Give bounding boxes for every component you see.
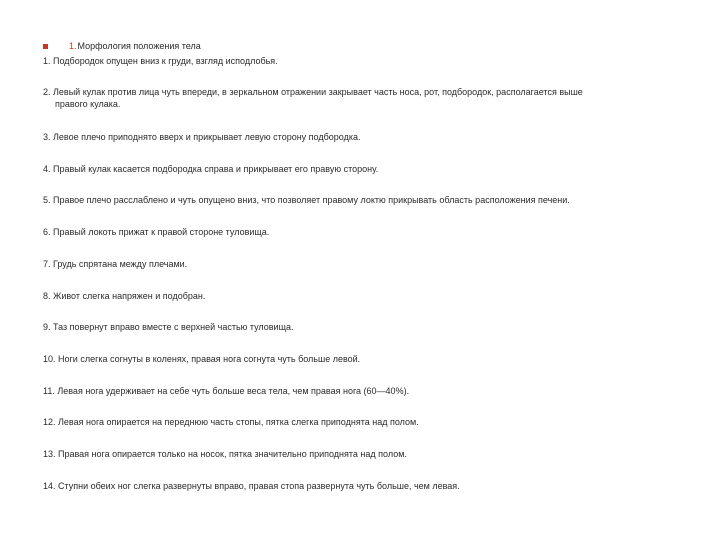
list-item	[43, 290, 205, 302]
list-item-text: 2. Левый кулак против лица чуть впереди, в зеркальном отражении закрывает часть носа, рот, подбородок, располагается выше	[43, 87, 583, 97]
square-bullet-icon	[43, 44, 48, 49]
list-item-text: 8. Живот слегка напряжен и подобран.	[43, 291, 206, 301]
list-item	[43, 480, 460, 492]
list-item	[43, 226, 269, 238]
list-item	[43, 353, 360, 365]
list-item-text: 1. Подбородок опущен вниз к груди, взгляд исподлобья.	[43, 56, 278, 66]
list-item	[43, 448, 407, 460]
list-item	[43, 86, 583, 110]
list-item-text: 6. Правый локоть прижат к правой стороне туловища.	[43, 227, 270, 237]
list-item	[43, 258, 187, 270]
list-item	[43, 194, 570, 206]
heading-title: Морфология положения тела	[77, 41, 201, 51]
list-item-text: 3. Левое плечо приподнято вверх и прикрывает левую сторону подбородка.	[43, 132, 361, 142]
list-item	[43, 55, 278, 67]
list-item	[43, 321, 294, 333]
list-item-text: 11. Левая нога удерживает на себе чуть больше веса тела, чем правая нога (60—40%).	[43, 386, 410, 396]
list-item-text: 9. Таз повернут вправо вместе с верхней частью туловища.	[43, 322, 294, 332]
list-item-text: 5. Правое плечо расслаблено и чуть опущено вниз, что позволяет правому локтю прикрывать область расположения печени.	[43, 195, 570, 205]
heading-number: 1.	[69, 41, 77, 51]
list-item-text: 4. Правый кулак касается подбородка справа и прикрывает его правую сторону.	[43, 164, 379, 174]
list-item-text: 7. Грудь спрятана между плечами.	[43, 259, 188, 269]
list-item-text: 14. Ступни обеих ног слегка развернуты вправо, правая стопа развернута чуть больше, чем левая.	[43, 481, 460, 491]
list-item	[43, 416, 419, 428]
list-item-text: 12. Левая нога опирается на переднюю часть стопы, пятка слегка приподнята над полом.	[43, 417, 419, 427]
list-item	[43, 131, 360, 143]
list-item	[43, 163, 378, 175]
section-heading	[43, 40, 201, 52]
list-item-text-continuation: правого кулака.	[55, 99, 121, 109]
list-item	[43, 385, 409, 397]
list-item-text: 10. Ноги слегка согнуты в коленях, правая нога согнута чуть больше левой.	[43, 354, 361, 364]
list-item-text: 13. Правая нога опирается только на носок, пятка значительно приподнята над полом.	[43, 449, 407, 459]
